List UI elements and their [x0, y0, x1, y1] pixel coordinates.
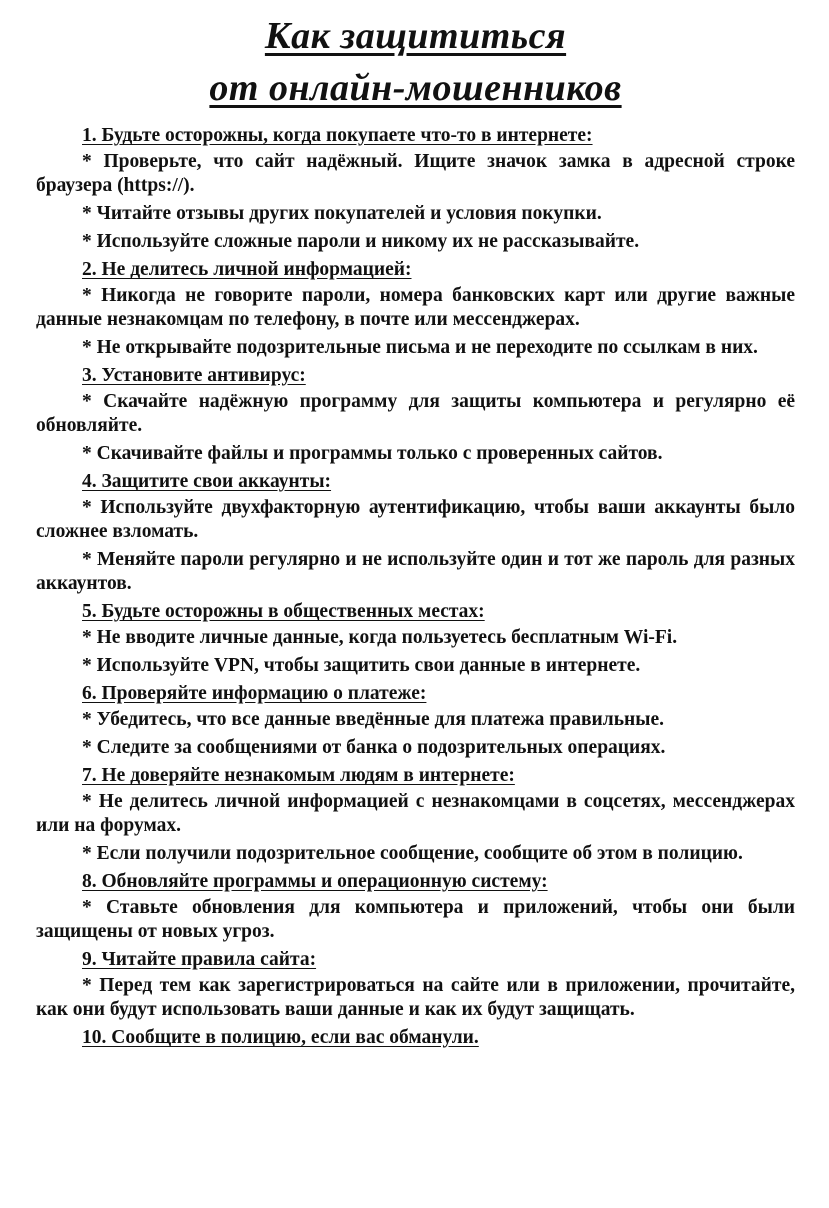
- list-item: * Никогда не говорите пароли, номера банковских карт или другие важные данные незнакомцам по телефону, в почте или мессенджерах.: [36, 285, 795, 330]
- list-item: * Если получили подозрительное сообщение, сообщите об этом в полицию.: [82, 843, 743, 864]
- title-block: [36, 10, 795, 114]
- section-2: [36, 258, 795, 360]
- section-heading: 4. Защитите свои аккаунты:: [82, 471, 332, 492]
- section-heading: 3. Установите антивирус:: [82, 365, 306, 386]
- section-8: [36, 870, 795, 944]
- list-item: * Скачайте надёжную программу для защиты компьютера и регулярно её обновляйте.: [36, 391, 795, 436]
- section-heading: 1. Будьте осторожны, когда покупаете что-то в интернете:: [82, 125, 593, 146]
- list-item: * Убедитесь, что все данные введённые для платежа правильные.: [82, 709, 665, 730]
- list-item: * Не вводите личные данные, когда пользуетесь бесплатным Wi-Fi.: [82, 627, 678, 648]
- list-item: * Следите за сообщениями от банка о подозрительных операциях.: [82, 737, 666, 758]
- section-10: [36, 1026, 795, 1050]
- list-item: * Используйте VPN, чтобы защитить свои данные в интернете.: [82, 655, 641, 676]
- section-heading: 8. Обновляйте программы и операционную систему:: [82, 871, 548, 892]
- section-3: [36, 364, 795, 466]
- list-item: * Проверьте, что сайт надёжный. Ищите значок замка в адресной строке браузера (https://).: [36, 151, 795, 196]
- section-heading: 9. Читайте правила сайта:: [82, 949, 317, 970]
- list-item: * Читайте отзывы других покупателей и условия покупки.: [82, 203, 602, 224]
- list-item: * Скачивайте файлы и программы только с проверенных сайтов.: [82, 443, 663, 464]
- section-6: [36, 682, 795, 760]
- title-line-1: Как защититься: [264, 15, 567, 57]
- section-1: [36, 124, 795, 254]
- list-item: * Меняйте пароли регулярно и не используйте один и тот же пароль для разных аккаунтов.: [36, 549, 795, 594]
- section-heading: 10. Сообщите в полицию, если вас обманули.: [82, 1027, 479, 1048]
- list-item: * Не делитесь личной информацией с незнакомцами в соцсетях, мессенджерах или на форумах.: [36, 791, 795, 836]
- section-heading: 5. Будьте осторожны в общественных местах:: [82, 601, 485, 622]
- section-5: [36, 600, 795, 678]
- list-item: * Используйте двухфакторную аутентификацию, чтобы ваши аккаунты было сложнее взломать.: [36, 497, 795, 542]
- section-heading: 7. Не доверяйте незнакомым людям в интернете:: [82, 765, 515, 786]
- section-heading: 6. Проверяйте информацию о платеже:: [82, 683, 427, 704]
- section-heading: 2. Не делитесь личной информацией:: [82, 259, 412, 280]
- list-item: * Ставьте обновления для компьютера и приложений, чтобы они были защищены от новых угроз.: [36, 897, 795, 942]
- list-item: * Перед тем как зарегистрироваться на сайте или в приложении, прочитайте, как они будут использовать ваши данные и как их будут защищать.: [36, 975, 795, 1020]
- list-item: * Не открывайте подозрительные письма и не переходите по ссылкам в них.: [82, 337, 758, 358]
- section-4: [36, 470, 795, 596]
- section-9: [36, 948, 795, 1022]
- title-line-2: от онлайн-мошенников: [209, 67, 622, 109]
- section-7: [36, 764, 795, 866]
- list-item: * Используйте сложные пароли и никому их не рассказывайте.: [82, 231, 640, 252]
